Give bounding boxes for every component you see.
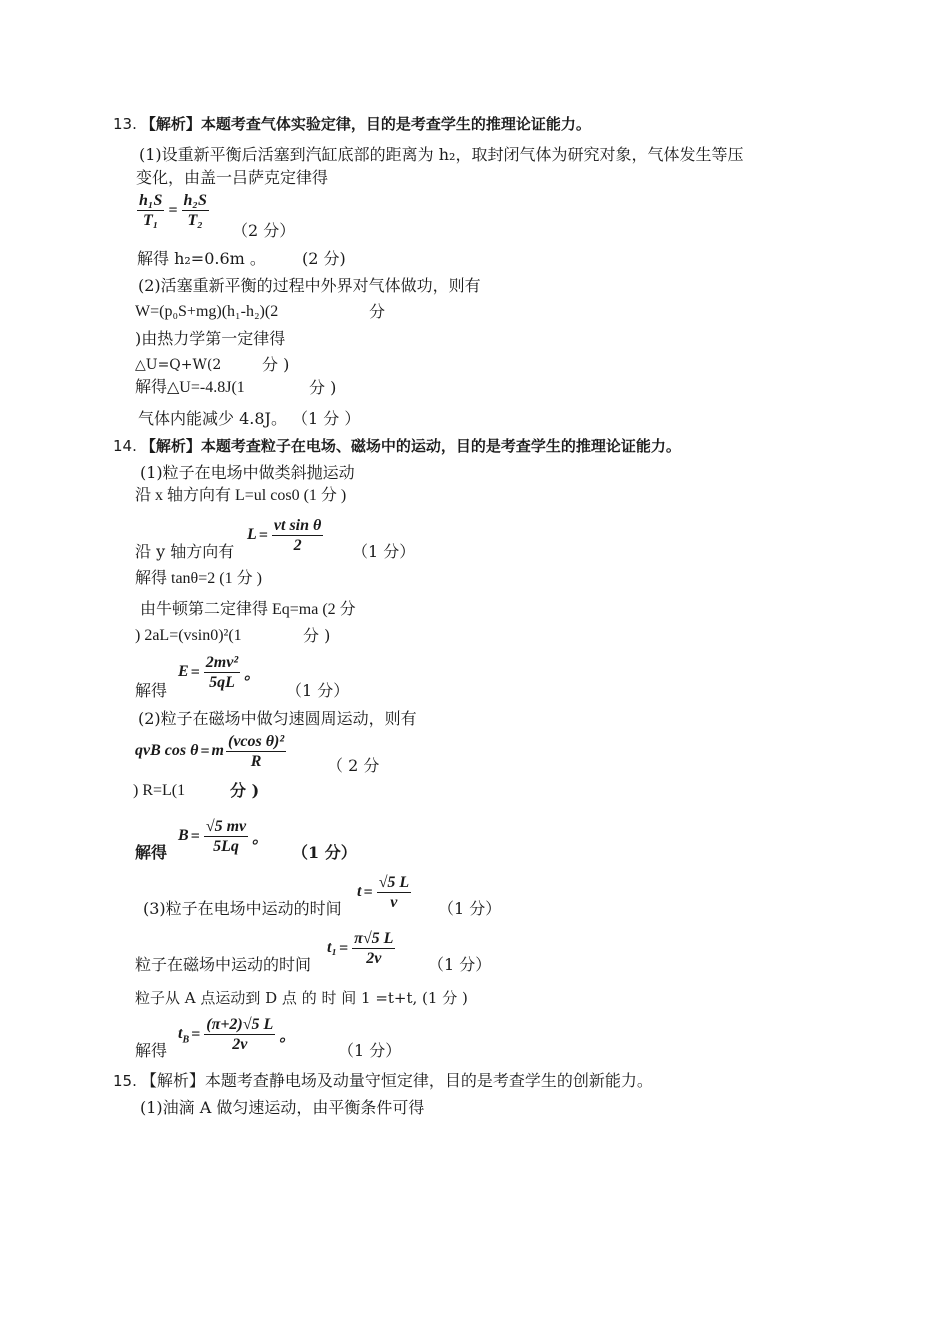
q14-eq-tB-fraction: $\frac{(\pi+2)√5 L}{2v}$ bbox=[206, 1016, 274, 1053]
q14-line-9: ) R=L(1 bbox=[133, 782, 186, 799]
q14-line-12: 粒子在磁场中运动的时间 bbox=[135, 955, 312, 974]
q14-header-text: 【解析】本题考查粒子在电场、磁场中的运动，目的是考查学生的推理论证能力。 bbox=[140, 437, 681, 455]
q13-line-8-tail: 分 ) bbox=[309, 378, 337, 397]
q13-line-6: )由热力学第一定律得 bbox=[135, 329, 286, 348]
q13-line-3-score: (2 分) bbox=[302, 249, 346, 268]
q14-equation-t1: t₁ = $\frac{\pi√5 L}{2v}$ bbox=[327, 930, 394, 967]
q14-eq-B2-fraction: $\frac{√5 mv}{5Lq}$ bbox=[205, 818, 247, 855]
q14-eq-E-fraction: $\frac{\text{2mv²}}{5qL}$ bbox=[205, 654, 239, 691]
q14-line-8: (2)粒子在磁场中做匀速圆周运动，则有 bbox=[138, 709, 417, 728]
q13-header bbox=[113, 114, 591, 134]
q13-eq1-score: （2 分） bbox=[232, 221, 296, 240]
q13-line-2: 变化，由盖一吕萨克定律得 bbox=[136, 168, 329, 187]
q14-line-5: 由牛顿第二定律得 Eq=ma (2 分 bbox=[140, 601, 356, 618]
q14-line-4: 解得 tanθ=2 (1 分 ) bbox=[135, 570, 262, 587]
q15-line-1: (1)油滴 A 做匀速运动，由平衡条件可得 bbox=[140, 1098, 425, 1117]
q13-line-7: △U=Q+W(2 bbox=[135, 357, 222, 373]
q14-line-3-score: （1 分） bbox=[352, 542, 416, 561]
q13-line-8: 解得△U=-4.8J(1 bbox=[135, 379, 245, 396]
q15-header bbox=[113, 1071, 653, 1091]
q13-number: 13. bbox=[113, 115, 137, 133]
q14-header bbox=[113, 436, 681, 456]
q14-eq-t-fraction: $\frac{√5 L}{v}$ bbox=[378, 874, 410, 911]
q13-header-text: 【解析】本题考查气体实验定律，目的是考查学生的推理论证能力。 bbox=[140, 115, 591, 133]
q13-line-3: 解得 h₂=0.6m 。 bbox=[137, 249, 266, 268]
q13-line-7-tail: 分 ) bbox=[262, 355, 290, 374]
q13-line-9: 气体内能减少 4.8J。 （1 分 ） bbox=[138, 409, 361, 428]
q13-eq-fraction-left: $\frac{\text{h₁S}}{\text{T₁}}$ bbox=[139, 192, 163, 229]
q15-number: 15. bbox=[113, 1072, 137, 1090]
q14-eq-B1-fraction: $\frac{\text{(vcos θ)²}}{R}$ bbox=[227, 733, 285, 770]
q14-line-7-score: （1 分） bbox=[286, 681, 350, 700]
q14-eq-L-fraction: $\frac{\text{vt sin θ}}{2}$ bbox=[273, 517, 322, 554]
q13-line-5: W=(p₀S+mg)(h₁-h₂)(2 bbox=[135, 303, 279, 320]
q14-line-14: 解得 bbox=[135, 1041, 168, 1060]
q14-line-9-tail: 分 ) bbox=[230, 781, 260, 800]
q14-equation-y-displacement: L = $\frac{\text{vt sin θ}}{2}$ bbox=[247, 517, 322, 554]
q14-equation-lorentz: qvB cos θ = m $\frac{\text{(vcos θ)²}}{R}$ bbox=[135, 733, 285, 770]
q14-line-6-tail: 分 ) bbox=[303, 626, 331, 645]
q14-equation-E: E = $\frac{\text{2mv²}}{5qL}$ 。 bbox=[178, 654, 261, 691]
q14-number: 14. bbox=[113, 437, 137, 455]
q14-eq-B1-score: （ 2 分 bbox=[327, 756, 380, 775]
q14-line-14-score: （1 分） bbox=[338, 1041, 402, 1060]
q14-line-2: 沿 x 轴方向有 L=ul cos0 (1 分 ) bbox=[135, 487, 347, 504]
q14-eq-t1-fraction: $\frac{\pi√5 L}{2v}$ bbox=[354, 930, 394, 967]
q14-line-13: 粒子从 A 点运动到 D 点 的 时 间 1 =t+t, (1 分 ) bbox=[135, 989, 468, 1007]
q14-equation-total-time: $t_B$ = $\frac{(\pi+2)√5 L}{2v}$ 。 bbox=[178, 1016, 296, 1053]
q13-line-1: (1)设重新平衡后活塞到汽缸底部的距离为 h₂，取封闭气体为研究对象，气体发生等压 bbox=[139, 145, 744, 164]
q14-line-3: 沿 y 轴方向有 bbox=[135, 542, 235, 561]
q14-line-11-score: （1 分） bbox=[438, 899, 502, 918]
q13-line-4: (2)活塞重新平衡的过程中外界对气体做功，则有 bbox=[138, 276, 481, 295]
q14-line-7: 解得 bbox=[135, 681, 168, 700]
q14-equation-t: t = $\frac{√5 L}{v}$ bbox=[357, 874, 410, 911]
q14-line-10: 解得 bbox=[135, 843, 168, 862]
q13-line-5-tail: 分 bbox=[369, 302, 386, 321]
q14-line-12-score: （1 分） bbox=[428, 955, 492, 974]
q13-eq-fraction-right: $\frac{\text{h₂S}}{\text{T₂}}$ bbox=[183, 192, 207, 229]
q14-line-1: (1)粒子在电场中做类斜抛运动 bbox=[140, 463, 355, 482]
q14-line-6: ) 2aL=(vsin0)²(1 bbox=[135, 627, 242, 644]
q13-equation-gay-lussac: $\frac{\text{h₁S}}{\text{T₁}}$ = $\frac{\text{h₂S}}{\text{T₂}}$ bbox=[139, 192, 207, 229]
q14-equation-B: B = $\frac{√5 mv}{5Lq}$ 。 bbox=[178, 818, 269, 855]
q15-header-text: 【解析】本题考查静电场及动量守恒定律，目的是考查学生的创新能力。 bbox=[140, 1071, 653, 1090]
q14-line-10-score: （1 分） bbox=[292, 843, 357, 862]
q14-line-11: (3)粒子在电场中运动的时间 bbox=[143, 899, 342, 918]
